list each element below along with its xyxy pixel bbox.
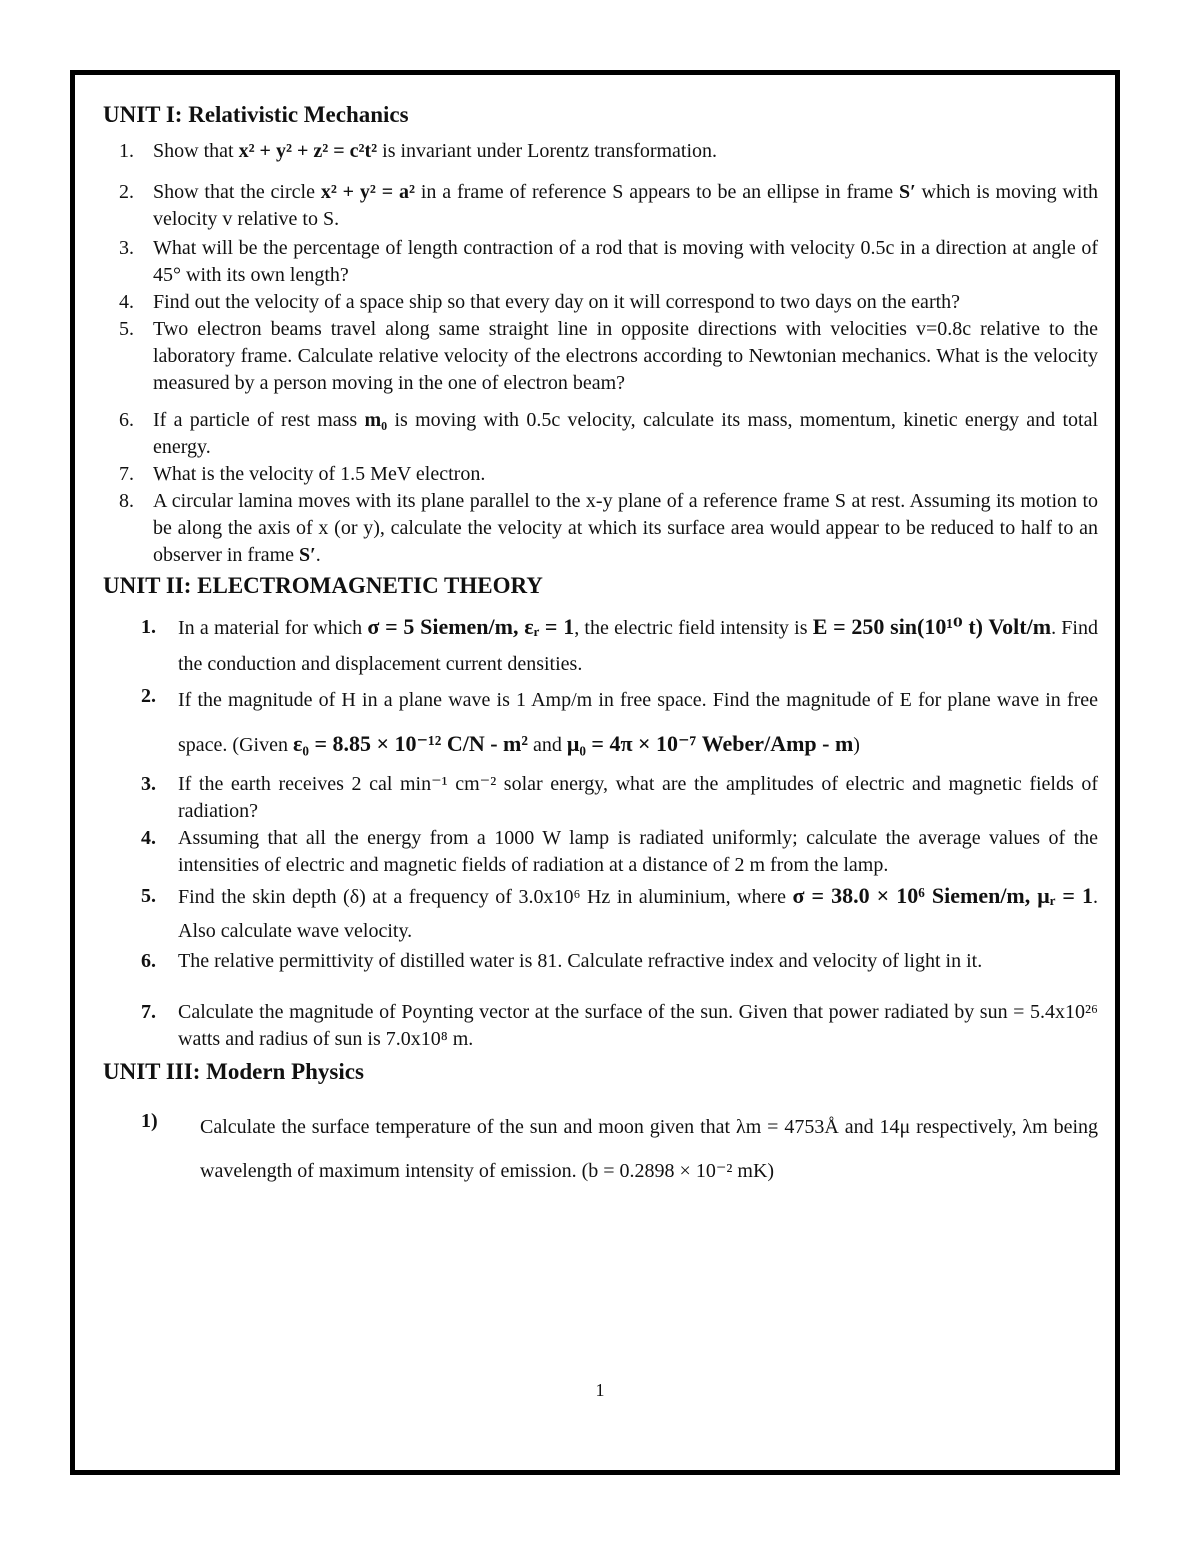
list-item bbox=[103, 179, 1098, 233]
list-item bbox=[103, 948, 1098, 975]
equation: σ = 38.0 × 10⁶ Siemen/m, μᵣ = 1 bbox=[792, 883, 1093, 908]
item-text: Calculate the surface temperature of the sun and moon given that bbox=[200, 1116, 736, 1138]
list-item bbox=[103, 825, 1098, 879]
item-text: Find out the velocity of a space ship so that every day on it will correspond to two days on the earth? bbox=[153, 291, 961, 313]
list-item bbox=[103, 316, 1098, 397]
equation: ε₀ = 8.85 × 10⁻¹² C/N - m² bbox=[292, 731, 528, 756]
list-item bbox=[103, 1105, 1098, 1193]
item-number: 1. bbox=[141, 616, 156, 638]
item-number: 1) bbox=[141, 1110, 158, 1132]
item-text: If the magnitude of H in a plane wave is 1 Amp/m in free space. Find the magnitude of E for plane wave in free space. (Given bbox=[178, 689, 1098, 756]
item-text: What will be the percentage of length contraction of a rod that is moving with velocity 0.5c in a direction at angle of 45° with its own length? bbox=[153, 237, 1098, 286]
item-number: 2. bbox=[141, 685, 156, 707]
list-item bbox=[103, 609, 1098, 682]
list-item bbox=[103, 407, 1098, 461]
equation: x² + y² = a² bbox=[320, 181, 416, 203]
item-text: . bbox=[315, 544, 321, 566]
equation: S′ bbox=[299, 544, 316, 566]
list-item bbox=[103, 999, 1098, 1053]
unit3-list bbox=[103, 1105, 1098, 1193]
item-number: 2. bbox=[119, 181, 134, 203]
item-text: The relative permittivity of distilled water is 81. Calculate refractive index and velocity of light in it. bbox=[178, 950, 983, 972]
item-text: If the earth receives 2 cal min⁻¹ cm⁻² solar energy, what are the amplitudes of electric and magnetic fields of radiation? bbox=[178, 773, 1098, 822]
unit1-list bbox=[103, 138, 1098, 569]
item-text: Calculate the magnitude of Poynting vector at the surface of the sun. Given that power radiated by sun = 5.4x10²⁶ watts and radius of sun is 7.0x10⁸ m. bbox=[178, 1001, 1098, 1050]
item-text: . Also calculate wave velocity. bbox=[178, 886, 1098, 942]
item-number: 7. bbox=[141, 1001, 156, 1023]
equation: λm = 4753Å bbox=[736, 1116, 839, 1138]
item-number: 5. bbox=[141, 885, 156, 907]
equation: S′ bbox=[898, 181, 916, 203]
item-text: . Find the conduction and displacement current densities. bbox=[178, 617, 1098, 675]
equation: m₀ bbox=[364, 409, 388, 431]
item-text: Find the skin depth (δ) at a frequency of 3.0x10⁶ Hz in aluminium, where bbox=[178, 886, 793, 908]
list-item bbox=[103, 461, 1098, 488]
item-number: 3. bbox=[119, 237, 134, 259]
list-item bbox=[103, 289, 1098, 316]
unit1-heading: UNIT I: Relativistic Mechanics bbox=[103, 102, 409, 127]
list-item bbox=[103, 488, 1098, 569]
equation: x² + y² + z² = c²t² bbox=[238, 140, 378, 162]
item-text: Two electron beams travel along same straight line in opposite directions with velocities v=0.8c relative to the laboratory frame. Calculate relative velocity of the electrons according to Newtonian mechanics. What is the velocity measured by a person moving in the one of electron beam? bbox=[153, 318, 1098, 394]
unit3-heading: UNIT III: Modern Physics bbox=[103, 1059, 364, 1084]
item-text: is moving with 0.5c velocity, calculate its mass, momentum, kinetic energy and total energy. bbox=[153, 409, 1099, 458]
item-number: 6. bbox=[119, 409, 134, 431]
item-number: 5. bbox=[119, 318, 134, 340]
item-text: A circular lamina moves with its plane parallel to the x-y plane of a reference frame S at rest. Assuming its motion to be along the axis of x (or y), calculate the velocity at which its surface area would appear to be reduced to half to an observer in frame bbox=[153, 490, 1098, 566]
item-text: is invariant under Lorentz transformation. bbox=[377, 140, 718, 162]
item-number: 4. bbox=[119, 291, 134, 313]
item-number: 4. bbox=[141, 827, 156, 849]
list-item bbox=[103, 879, 1098, 948]
item-number: 3. bbox=[141, 773, 156, 795]
item-text: In a material for which bbox=[178, 617, 368, 639]
item-text: If a particle of rest mass bbox=[153, 409, 365, 431]
item-text: ) bbox=[767, 1160, 775, 1182]
item-text: which is moving with velocity v relative to S. bbox=[153, 181, 1099, 230]
item-number: 1. bbox=[119, 140, 134, 162]
list-item bbox=[103, 235, 1098, 289]
item-text: , the electric field intensity is bbox=[574, 617, 813, 639]
page-number: 1 bbox=[595, 1380, 605, 1400]
list-item bbox=[103, 678, 1098, 767]
equation: μ₀ = 4π × 10⁻⁷ Weber/Amp - m bbox=[566, 731, 854, 756]
item-text: What is the velocity of 1.5 MeV electron. bbox=[153, 463, 486, 485]
item-number: 8. bbox=[119, 490, 134, 512]
item-text: and 14μ respectively, λm being wavelength of maximum intensity of emission. ( bbox=[200, 1116, 1099, 1182]
item-text: Assuming that all the energy from a 1000 W lamp is radiated uniformly; calculate the average values of the intensities of electric and magnetic fields of radiation at a distance of 2 m from the lamp. bbox=[178, 827, 1098, 876]
list-item bbox=[103, 138, 1098, 165]
item-number: 7. bbox=[119, 463, 134, 485]
item-number: 6. bbox=[141, 950, 156, 972]
equation: σ = 5 Siemen/m, εᵣ = 1 bbox=[367, 614, 575, 639]
item-text: in a frame of reference S appears to be an ellipse in frame bbox=[415, 181, 899, 203]
item-text: Show that bbox=[153, 140, 239, 162]
document-body bbox=[103, 100, 1098, 1193]
list-item bbox=[103, 771, 1098, 825]
equation: E = 250 sin(10¹⁰ t) Volt/m bbox=[812, 614, 1052, 639]
item-text: Show that the circle bbox=[153, 181, 321, 203]
equation: b = 0.2898 × 10⁻² mK bbox=[588, 1160, 768, 1182]
unit2-list bbox=[103, 609, 1098, 1053]
item-text: and bbox=[527, 734, 567, 756]
unit2-heading: UNIT II: ELECTROMAGNETIC THEORY bbox=[103, 573, 543, 598]
item-text: ) bbox=[853, 734, 860, 756]
